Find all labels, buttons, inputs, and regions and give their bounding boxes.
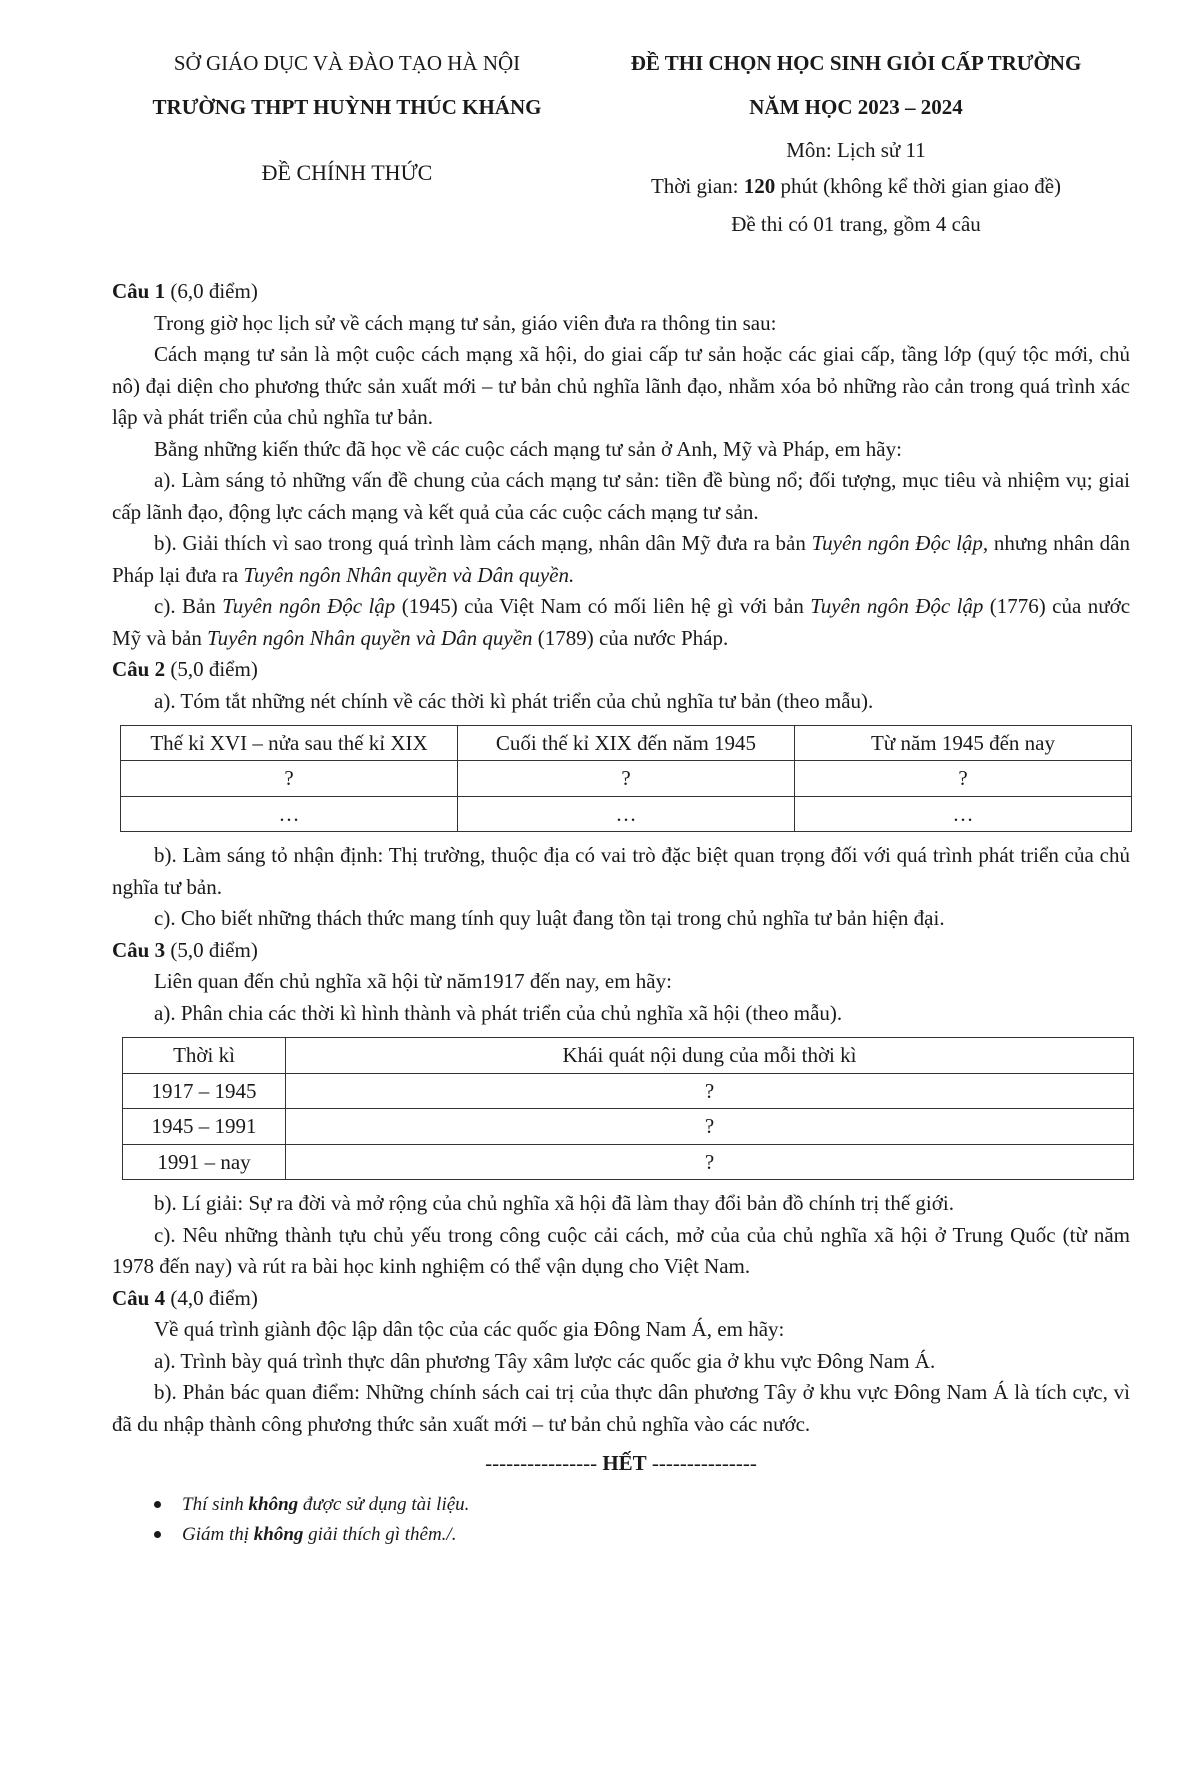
time-value: 120 xyxy=(743,174,776,198)
table-header-cell: Từ năm 1945 đến nay xyxy=(795,726,1132,761)
q2-heading xyxy=(112,654,1130,686)
table-cell: ? xyxy=(795,761,1132,796)
q1-c-italic: Tuyên ngôn Nhân quyền và Dân quyền xyxy=(207,625,533,650)
q3-label: Câu 3 xyxy=(112,937,166,962)
q1-task: Bằng những kiến thức đã học về các cuộc cách mạng tư sản ở Anh, Mỹ và Pháp, em hãy: xyxy=(154,436,902,461)
q1-c-text: (1776) của nước Mỹ và bản xyxy=(112,594,1131,650)
q2-label: Câu 2 xyxy=(112,657,166,681)
q2-part-b: b). Làm sáng tỏ nhận định: Thị trường, thuộc địa có vai trò đặc biệt quan trọng đối với quá trình phát triển của chủ nghĩa tư bản. xyxy=(112,843,1130,899)
table-cell: … xyxy=(458,796,795,831)
q3-part-c: c). Nêu những thành tựu chủ yếu trong công cuộc cải cách, mở của của chủ nghĩa xã hội ở Trung Quốc (từ năm 1978 đến nay) và rút ra bài học kinh nghiệm có thể vận dụng cho Việt Nam. xyxy=(112,1222,1130,1279)
q4-label: Câu 4 xyxy=(112,1285,166,1310)
q3-part-b: b). Lí giải: Sự ra đời và mở rộng của chủ nghĩa xã hội đã làm thay đổi bản đồ chính trị thế giới. xyxy=(154,1191,954,1216)
q1-part-a: a). Làm sáng tỏ những vấn đề chung của cách mạng tư sản: tiền đề bùng nổ; đối tượng, mục tiêu và nhiệm vụ; giai cấp lãnh đạo, động lực cách mạng và kết quả của các cuộc cách mạng tư sản. xyxy=(112,468,1130,524)
subject: Môn: Lịch sử 11 xyxy=(786,138,926,162)
exam-title: ĐỀ THI CHỌN HỌC SINH GIỎI CẤP TRƯỜNG xyxy=(630,51,1082,75)
exam-notes xyxy=(152,1490,1130,1551)
end-word: HẾT xyxy=(602,1451,647,1476)
table-row xyxy=(123,1144,1134,1179)
school-name: TRƯỜNG THPT HUỲNH THÚC KHÁNG xyxy=(152,95,542,119)
q1-b-text: nhưng nhân dân Pháp lại đưa ra xyxy=(112,531,1130,587)
q2-part-c: c). Cho biết những thách thức mang tính quy luật đang tồn tại trong chủ nghĩa tư bản hiện đại. xyxy=(154,906,945,931)
q2-part-a: a). Tóm tắt những nét chính về các thời kì phát triển của chủ nghĩa tư bản (theo mẫu). xyxy=(154,688,874,713)
socialism-periods-table xyxy=(122,1037,1134,1180)
q1-part-c xyxy=(112,591,1130,654)
q1-c-text: (1945) của Việt Nam có mối liên hệ gì với bản xyxy=(395,594,811,618)
note-item xyxy=(152,1490,1130,1520)
note-text: Giám thị xyxy=(182,1523,254,1545)
table-header-cell: Cuối thế kỉ XIX đến năm 1945 xyxy=(458,726,795,761)
q1-label: Câu 1 xyxy=(112,279,166,303)
q1-c-text: c). Bản xyxy=(154,594,223,618)
q1-b-italic: Tuyên ngôn Nhân quyền và Dân quyền. xyxy=(243,562,575,587)
q2-points: (5,0 điểm) xyxy=(165,657,258,681)
q4-points: (4,0 điểm) xyxy=(165,1285,258,1310)
table-row xyxy=(123,1073,1134,1108)
note-emphasis: không xyxy=(253,1523,304,1545)
table-row xyxy=(121,796,1132,831)
q3-intro: Liên quan đến chủ nghĩa xã hội từ năm1917 đến nay, em hãy: xyxy=(154,969,672,994)
end-marker xyxy=(112,1448,1130,1480)
q3-heading xyxy=(112,935,1130,967)
table-cell: ? xyxy=(458,761,795,796)
note-emphasis: không xyxy=(248,1493,299,1515)
table-header-cell: Thế kỉ XVI – nửa sau thế kỉ XIX xyxy=(121,726,458,761)
note-text: giải thích gì thêm./. xyxy=(303,1523,457,1545)
note-text: được sử dụng tài liệu. xyxy=(298,1493,470,1515)
time-prefix: Thời gian: xyxy=(650,174,744,198)
table-header-cell: Thời kì xyxy=(123,1038,286,1073)
table-cell: … xyxy=(795,796,1132,831)
q1-c-italic: Tuyên ngôn Độc lập xyxy=(222,594,396,618)
q1-c-text: (1789) của nước Pháp. xyxy=(532,625,729,650)
table-header-row xyxy=(121,726,1132,761)
q1-c-italic: Tuyên ngôn Độc lập xyxy=(810,594,984,618)
table-cell: ? xyxy=(286,1109,1134,1144)
table-cell: ? xyxy=(121,761,458,796)
q1-b-text: b). Giải thích vì sao trong quá trình làm cách mạng, nhân dân Mỹ đưa ra bản xyxy=(154,531,812,555)
q1-b-italic: Tuyên ngôn Độc lập, xyxy=(811,531,989,555)
q4-heading xyxy=(112,1283,1130,1315)
table-cell: … xyxy=(121,796,458,831)
end-dashes: ---------------- xyxy=(485,1451,603,1476)
table-row xyxy=(121,761,1132,796)
end-dashes: --------------- xyxy=(646,1451,757,1476)
table-cell: 1991 – nay xyxy=(123,1144,286,1179)
q1-intro: Trong giờ học lịch sử về cách mạng tư sản, giáo viên đưa ra thông tin sau: xyxy=(154,310,777,335)
q1-info: Cách mạng tư sản là một cuộc cách mạng xã hội, do giai cấp tư sản hoặc các giai cấp, tầng lớp (quý tộc mới, chủ nô) đại diện cho phương thức sản xuất mới – tư bản chủ nghĩa lãnh đạo, nhằm xóa bỏ những rào cản trong quá trình xác lập và phát triển của chủ nghĩa tư bản. xyxy=(112,342,1130,429)
table-cell: ? xyxy=(286,1073,1134,1108)
exam-content xyxy=(112,276,1130,1550)
exam-time xyxy=(582,171,1130,203)
official-label: ĐỀ CHÍNH THỨC xyxy=(261,160,433,185)
q1-heading xyxy=(112,276,1130,308)
table-cell: 1917 – 1945 xyxy=(123,1073,286,1108)
page-count: Đề thi có 01 trang, gồm 4 câu xyxy=(731,212,981,236)
q1-points: (6,0 điểm) xyxy=(165,279,258,303)
table-cell: 1945 – 1991 xyxy=(123,1109,286,1144)
department-name: SỞ GIÁO DỤC VÀ ĐÀO TẠO HÀ NỘI xyxy=(173,51,521,75)
q4-part-b: b). Phản bác quan điểm: Những chính sách cai trị của thực dân phương Tây ở khu vực Đông Nam Á là tích cực, vì đã du nhập thành công phương thức sản xuất mới – tư bản chủ nghĩa vào các nước. xyxy=(112,1380,1130,1436)
table-header-row xyxy=(123,1038,1134,1073)
q3-part-a: a). Phân chia các thời kì hình thành và phát triển của chủ nghĩa xã hội (theo mẫu). xyxy=(154,1000,843,1025)
q4-intro: Về quá trình giành độc lập dân tộc của các quốc gia Đông Nam Á, em hãy: xyxy=(154,1317,785,1342)
q3-points: (5,0 điểm) xyxy=(165,937,258,962)
capitalism-periods-table xyxy=(120,725,1132,832)
note-text: Thí sinh xyxy=(182,1493,249,1515)
q1-part-b xyxy=(112,528,1130,591)
table-header-cell: Khái quát nội dung của mỗi thời kì xyxy=(286,1038,1134,1073)
q4-part-a: a). Trình bày quá trình thực dân phương Tây xâm lược các quốc gia ở khu vực Đông Nam Á. xyxy=(154,1348,936,1373)
exam-header xyxy=(112,48,1130,276)
time-suffix: phút (không kể thời gian giao đề) xyxy=(775,174,1062,198)
table-cell: ? xyxy=(286,1144,1134,1179)
note-item xyxy=(152,1520,1130,1550)
school-year: NĂM HỌC 2023 – 2024 xyxy=(749,95,963,119)
table-row xyxy=(123,1109,1134,1144)
